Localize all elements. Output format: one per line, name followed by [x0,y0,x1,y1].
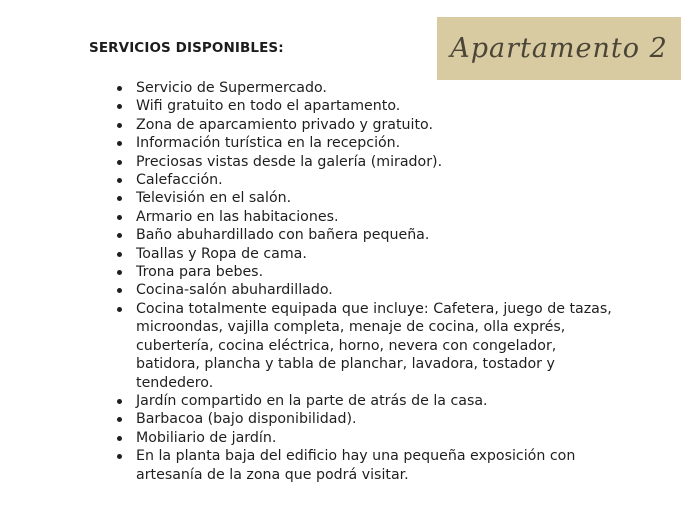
list-item: Barbacoa (bajo disponibilidad). [136,410,616,428]
list-item: Jardín compartido en la parte de atrás de la casa. [136,392,616,410]
services-list [112,79,616,484]
list-item: Calefacción. [136,171,616,189]
list-item: Preciosas vistas desde la galería (mirador). [136,153,616,171]
list-item: Servicio de Supermercado. [136,79,616,97]
list-item: Wifi gratuito en todo el apartamento. [136,97,616,115]
list-item: Zona de aparcamiento privado y gratuito. [136,116,616,134]
list-item: Trona para bebes. [136,263,616,281]
list-item: Cocina totalmente equipada que incluye: Cafetera, juego de tazas, microondas, vajilla completa, menaje de cocina, olla exprés, cubertería, cocina eléctrica, horno, nevera con congelador, batidora, plancha y tabla de planchar, lavadora, tostador y tendedero. [136,300,616,392]
list-item: Armario en las habitaciones. [136,208,616,226]
apartment-title: Apartamento 2 [450,33,668,64]
apartment-badge [437,17,681,80]
list-item: Información turística en la recepción. [136,134,616,152]
list-item: Baño abuhardillado con bañera pequeña. [136,226,616,244]
list-item: Mobiliario de jardín. [136,429,616,447]
list-item: Cocina-salón abuhardillado. [136,281,616,299]
list-item: Televisión en el salón. [136,189,616,207]
list-item: En la planta baja del edificio hay una pequeña exposición con artesanía de la zona que podrá visitar. [136,447,616,484]
section-title: SERVICIOS DISPONIBLES: [89,40,284,56]
list-item: Toallas y Ropa de cama. [136,245,616,263]
